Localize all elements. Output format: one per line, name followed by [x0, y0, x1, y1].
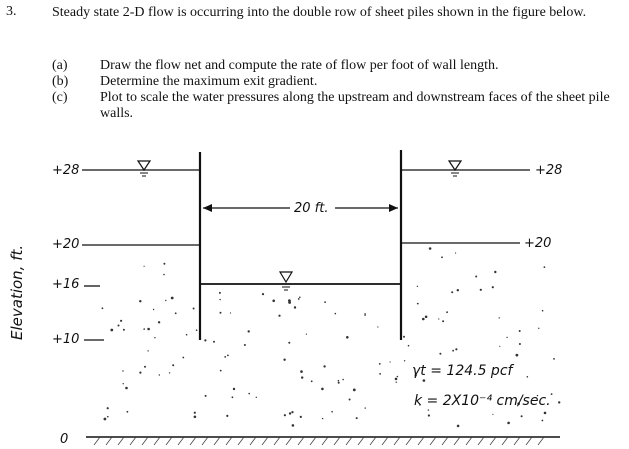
- soil-dot: [118, 325, 120, 327]
- soil-dot: [196, 329, 198, 331]
- hatch-mark: [382, 437, 388, 445]
- elev-label-20: +20: [52, 237, 80, 252]
- hatch-mark: [346, 437, 352, 445]
- soil-dot: [147, 328, 150, 331]
- soil-dot: [288, 342, 290, 344]
- hatch-mark: [394, 437, 400, 445]
- hatch-mark: [358, 437, 364, 445]
- soil-dot: [248, 393, 250, 395]
- soil-dot: [451, 291, 453, 293]
- soil-dot: [438, 318, 439, 319]
- soil-dot: [321, 388, 324, 391]
- soil-dot: [292, 424, 295, 427]
- soil-dot: [542, 420, 544, 422]
- soil-dot: [396, 382, 397, 383]
- soil-dot: [311, 380, 313, 382]
- soil-dot: [233, 388, 235, 390]
- soil-dot: [193, 308, 195, 310]
- soil-dot: [428, 414, 430, 416]
- soil-dot: [272, 300, 275, 303]
- soil-dot: [147, 350, 148, 351]
- soil-dot: [408, 345, 410, 347]
- water-level-symbol-right: [449, 161, 461, 176]
- soil-dot: [171, 297, 174, 300]
- hatch-mark: [94, 437, 100, 445]
- soil-dot: [558, 401, 560, 403]
- hatch-mark: [130, 437, 136, 445]
- soil-dot: [439, 353, 441, 355]
- hatch-mark: [526, 437, 532, 445]
- soil-dot: [300, 416, 302, 418]
- soil-dot: [425, 316, 428, 319]
- soil-dot: [213, 341, 215, 343]
- hatch-mark: [154, 437, 160, 445]
- soil-dot: [227, 355, 229, 357]
- soil-dot: [521, 415, 523, 417]
- soil-dot: [452, 350, 454, 352]
- hatch-mark: [370, 437, 376, 445]
- soil-dot: [219, 292, 221, 294]
- soil-dot: [300, 370, 303, 373]
- soil-dot: [291, 411, 293, 413]
- soil-dot: [165, 300, 166, 301]
- soil-dot: [527, 376, 529, 378]
- soil-dot: [107, 416, 109, 418]
- elev-label-28: +28: [52, 163, 80, 178]
- soil-dot: [338, 380, 340, 382]
- part-b-text: Determine the maximum exit gradient.: [100, 74, 318, 89]
- hatch-mark: [286, 437, 292, 445]
- hatch-mark: [454, 437, 460, 445]
- soil-dot: [499, 317, 500, 318]
- water-level-symbol-left: [138, 161, 150, 176]
- hatch-mark: [226, 437, 232, 445]
- soil-dot: [283, 359, 285, 361]
- soil-dot: [256, 397, 257, 398]
- soil-dot: [429, 247, 432, 250]
- soil-dot: [123, 383, 124, 384]
- soil-dot: [442, 320, 444, 322]
- hatch-mark: [478, 437, 484, 445]
- soil-dot: [127, 411, 129, 413]
- part-c-text: Plot to scale the water pressures along the upstream and downstream faces of the sheet pile walls.: [100, 90, 610, 121]
- soil-dot: [172, 364, 174, 366]
- soil-dot: [377, 326, 378, 327]
- soil-dot: [390, 361, 391, 362]
- soil-dot: [475, 276, 477, 278]
- soil-dot: [120, 320, 122, 322]
- hatch-mark: [250, 437, 256, 445]
- soil-dot: [248, 330, 250, 332]
- soil-dot: [301, 376, 303, 378]
- soil-dot: [323, 365, 325, 367]
- hatch-mark: [466, 437, 472, 445]
- hatch-mark: [322, 437, 328, 445]
- soil-dot: [397, 376, 399, 378]
- soil-dot: [499, 346, 500, 347]
- part-c-label: (c): [52, 90, 68, 105]
- soil-dot: [322, 418, 323, 419]
- soil-dot: [342, 379, 344, 381]
- soil-dot: [182, 357, 184, 359]
- hatch-mark: [442, 437, 448, 445]
- soil-dot: [417, 286, 418, 287]
- soil-dot: [159, 374, 160, 375]
- soil-dot: [506, 337, 507, 338]
- soil-dot: [284, 414, 286, 416]
- soil-dot: [404, 360, 405, 361]
- soil-dot: [364, 314, 366, 316]
- soil-dot: [544, 266, 546, 268]
- hatch-mark: [418, 437, 424, 445]
- soil-dot: [446, 311, 448, 313]
- soil-dot: [230, 312, 231, 313]
- soil-dot: [194, 416, 197, 419]
- elev-label-16: +16: [52, 277, 80, 292]
- soil-dot: [553, 358, 555, 360]
- hatch-mark: [106, 437, 112, 445]
- soil-dot: [457, 425, 460, 428]
- soil-dot: [224, 356, 226, 358]
- soil-dot: [144, 266, 145, 267]
- hatch-mark: [430, 437, 436, 445]
- soil-dot: [507, 422, 510, 425]
- soil-dot: [107, 407, 109, 409]
- width-label: 20 ft.: [294, 201, 329, 216]
- unit-weight-label: γt = 124.5 pcf: [412, 363, 513, 379]
- hatch-mark: [142, 437, 148, 445]
- soil-dot: [163, 274, 165, 276]
- hatch-mark: [190, 437, 196, 445]
- soil-dot: [356, 417, 358, 419]
- right-elev-label-20: +20: [524, 236, 552, 251]
- soil-dot: [169, 372, 170, 373]
- soil-dot: [294, 306, 296, 308]
- hatch-mark: [310, 437, 316, 445]
- soil-dot: [163, 263, 165, 265]
- soil-dot: [516, 354, 519, 357]
- soil-dot: [194, 412, 196, 414]
- soil-dot: [226, 415, 228, 417]
- soil-dot: [379, 363, 381, 365]
- soil-dot: [551, 393, 553, 395]
- soil-dot: [262, 293, 264, 295]
- soil-dot: [306, 334, 307, 335]
- soil-dot: [220, 312, 222, 314]
- soil-dot: [395, 378, 398, 381]
- soil-dot: [139, 372, 141, 374]
- soil-dot: [298, 298, 300, 300]
- soil-dot: [422, 318, 425, 321]
- soil-dot: [139, 300, 141, 302]
- soil-dot: [125, 387, 128, 390]
- impervious-base-hatching: [94, 437, 544, 445]
- soil-dot: [455, 252, 456, 253]
- soil-dot: [299, 297, 301, 299]
- soil-dot: [102, 307, 104, 309]
- problem-statement: Steady state 2-D flow is occurring into the double row of sheet piles shown in the figure below.: [52, 5, 587, 20]
- soil-dot: [428, 409, 429, 410]
- elev-label-10: +10: [52, 332, 80, 347]
- soil-dot: [331, 411, 333, 413]
- soil-dot: [175, 312, 177, 314]
- soil-dot: [480, 289, 482, 291]
- soil-dot: [365, 407, 366, 408]
- hatch-mark: [514, 437, 520, 445]
- water-level-symbol-center: [280, 272, 292, 290]
- hatch-mark: [178, 437, 184, 445]
- hatch-mark: [298, 437, 304, 445]
- hatch-mark: [538, 437, 544, 445]
- soil-dot: [123, 329, 125, 331]
- soil-dot: [144, 366, 146, 368]
- soil-dot: [220, 370, 222, 372]
- soil-dot: [379, 373, 381, 375]
- hatch-mark: [118, 437, 124, 445]
- hatch-mark: [214, 437, 220, 445]
- hatch-mark: [502, 437, 508, 445]
- part-a-label: (a): [52, 58, 68, 73]
- soil-dot: [278, 315, 280, 317]
- elevation-axis-label: Elevation, ft.: [8, 244, 26, 340]
- soil-dot: [403, 336, 405, 338]
- soil-dot: [346, 336, 349, 339]
- part-b-label: (b): [52, 74, 69, 89]
- hatch-mark: [262, 437, 268, 445]
- soil-dot: [104, 418, 107, 421]
- soil-dot: [492, 414, 493, 415]
- soil-dot: [542, 310, 544, 312]
- soil-dot: [335, 313, 337, 315]
- soil-dot: [289, 412, 291, 414]
- soil-dot: [519, 330, 521, 332]
- soil-dot: [232, 396, 234, 398]
- soil-dot: [538, 328, 539, 329]
- soil-dot: [353, 389, 356, 392]
- problem-number: 3.: [6, 4, 17, 19]
- soil-dot: [349, 399, 351, 401]
- soil-dot: [158, 321, 160, 323]
- soil-dot: [244, 344, 246, 346]
- soil-dot: [492, 286, 494, 288]
- soil-dot: [457, 289, 459, 291]
- soil-dot: [154, 337, 155, 338]
- soil-dot: [365, 313, 366, 314]
- soil-dot: [219, 299, 220, 300]
- soil-dot: [417, 303, 419, 305]
- soil-dot: [122, 370, 123, 371]
- soil-dot: [205, 395, 207, 397]
- soil-dot: [441, 256, 443, 258]
- soil-dot: [494, 271, 496, 273]
- soil-dot: [110, 329, 113, 332]
- hatch-mark: [490, 437, 496, 445]
- soil-dot: [338, 382, 340, 384]
- hatch-mark: [334, 437, 340, 445]
- soil-dot: [519, 343, 521, 345]
- soil-dot: [153, 309, 154, 310]
- soil-dot: [544, 412, 547, 415]
- hatch-mark: [406, 437, 412, 445]
- elev-label-0: 0: [60, 432, 69, 447]
- hatch-mark: [202, 437, 208, 445]
- part-a-text: Draw the flow net and compute the rate of flow per foot of wall length.: [100, 58, 499, 73]
- soil-dot: [288, 299, 291, 302]
- soil-dot: [143, 328, 145, 330]
- hatch-mark: [274, 437, 280, 445]
- soil-dot: [324, 301, 326, 303]
- soil-dot: [186, 334, 188, 336]
- soil-dot: [455, 348, 457, 350]
- soil-dot: [204, 339, 206, 341]
- hatch-mark: [166, 437, 172, 445]
- hatch-mark: [238, 437, 244, 445]
- permeability-label: k = 2X10⁻⁴ cm/sec.: [414, 393, 551, 409]
- right-elev-label-28: +28: [535, 163, 563, 178]
- soil-dot: [423, 379, 426, 382]
